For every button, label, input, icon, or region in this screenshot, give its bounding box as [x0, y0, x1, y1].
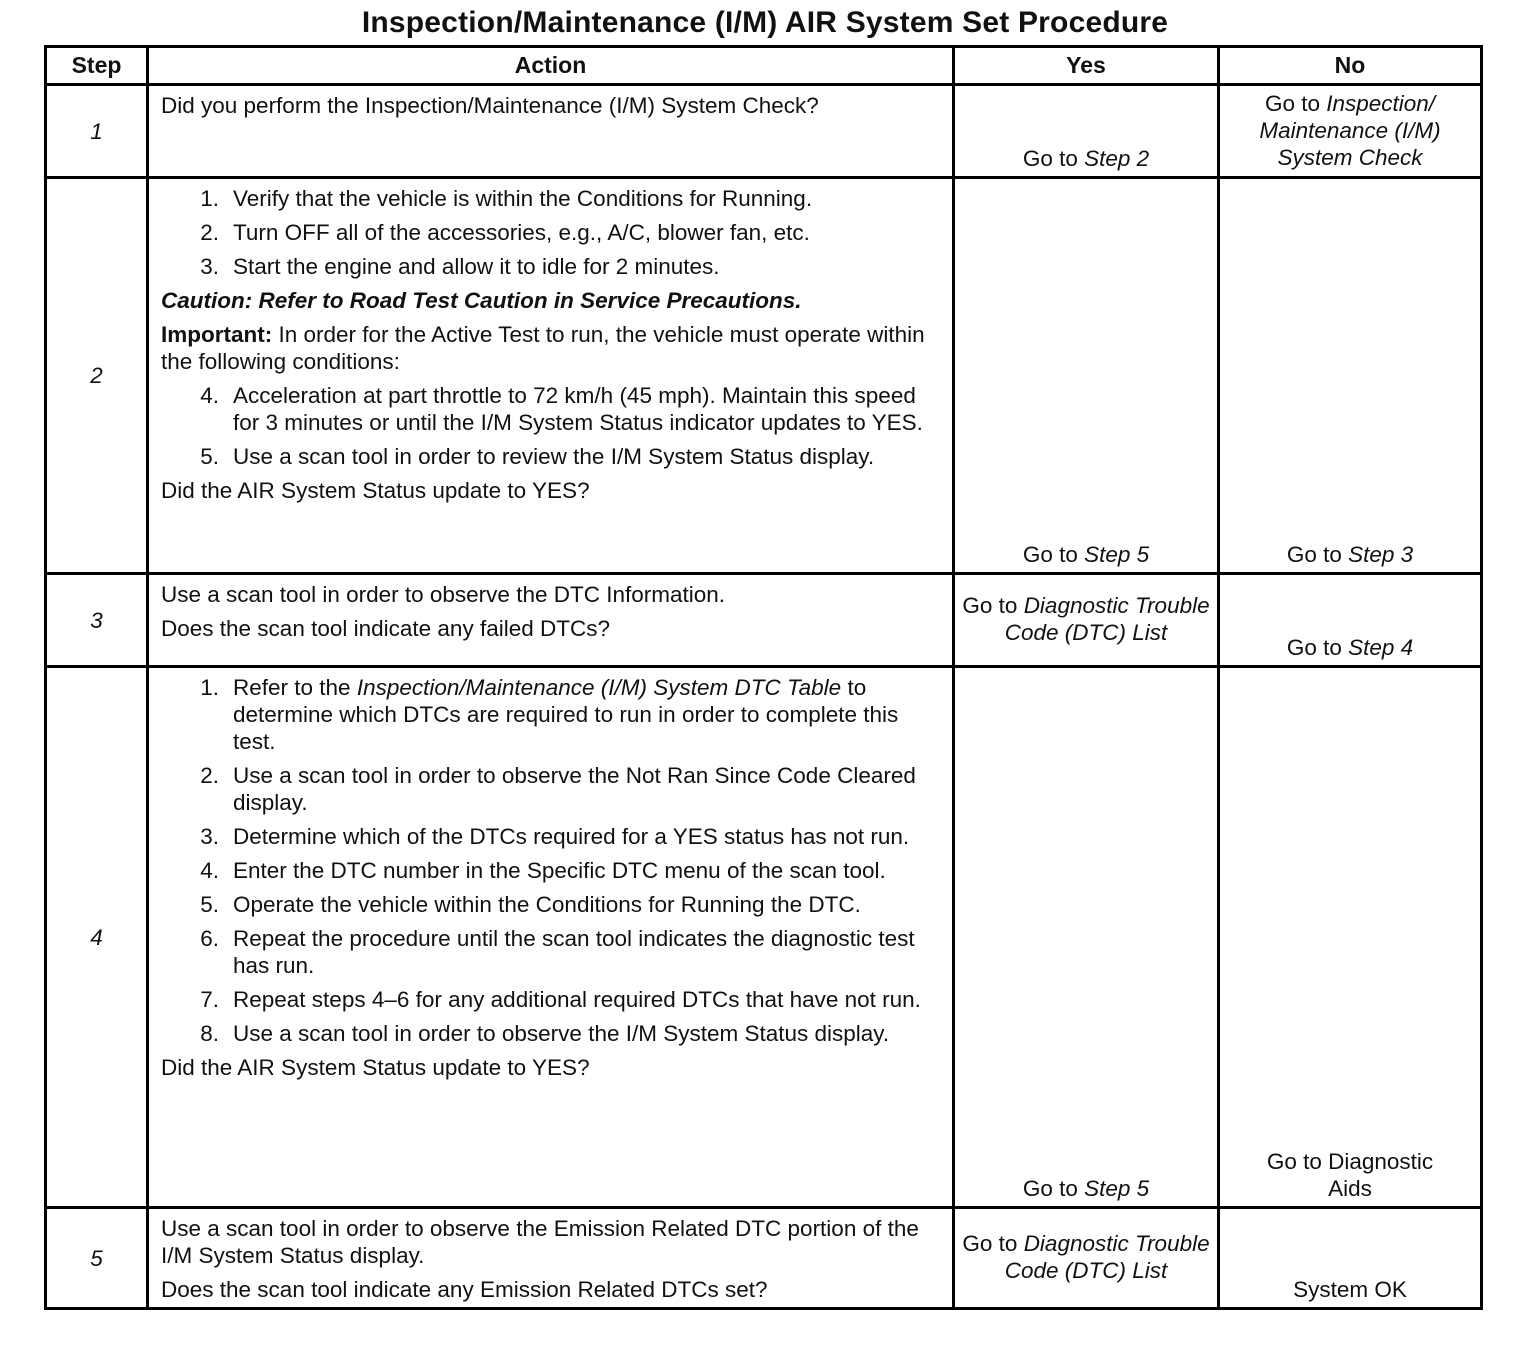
item-text: Operate the vehicle within the Conditions for Running the DTC. [233, 892, 861, 917]
yes-cell [954, 574, 1219, 667]
item-text: Verify that the vehicle is within the Conditions for Running. [233, 186, 813, 211]
item-text: Repeat steps 4–6 for any additional required DTCs that have not run. [233, 987, 921, 1012]
no-cell [1219, 1208, 1482, 1309]
list-item [161, 382, 942, 436]
yes-cell [954, 1208, 1219, 1309]
item-text: Use a scan tool in order to observe the I/M System Status display. [233, 1021, 890, 1046]
item-text-post: to determine which DTCs are required to run in order to complete this test. [233, 675, 899, 754]
header-step: Step [46, 47, 148, 85]
yes-prefix: Go to [1022, 542, 1085, 567]
item-number: 4. [200, 383, 219, 408]
item-text: Turn OFF all of the accessories, e.g., A/C, blower fan, etc. [233, 220, 810, 245]
action-question: Does the scan tool indicate any Emission Related DTCs set? [161, 1277, 768, 1302]
dtc-table-link[interactable]: Inspection/Maintenance (I/M) System DTC Table [356, 675, 842, 700]
table-row-step-2 [46, 178, 1482, 574]
item-number: 7. [200, 987, 219, 1012]
no-text: System OK [1293, 1277, 1407, 1302]
yes-cell [954, 667, 1219, 1208]
list-item [161, 891, 942, 918]
step-number: 5 [46, 1208, 148, 1309]
important-label: Important: [161, 322, 273, 347]
item-text: Enter the DTC number in the Specific DTC menu of the scan tool. [233, 858, 886, 883]
action-question: Did the AIR System Status update to YES? [161, 1055, 590, 1080]
header-action: Action [148, 47, 954, 85]
yes-link[interactable]: Step 5 [1084, 542, 1150, 567]
procedure-table [44, 45, 1483, 1310]
step-number: 2 [46, 178, 148, 574]
item-text: Start the engine and allow it to idle for 2 minutes. [233, 254, 720, 279]
list-item [161, 253, 942, 280]
action-question: Does the scan tool indicate any failed DTCs? [161, 616, 610, 641]
item-number: 6. [200, 926, 219, 951]
no-link[interactable]: Step 3 [1348, 542, 1414, 567]
list-item [161, 857, 942, 884]
no-cell [1219, 178, 1482, 574]
action-instruction: Use a scan tool in order to observe the Emission Related DTC portion of the I/M System Status display. [161, 1216, 919, 1268]
list-item [161, 762, 942, 816]
yes-link[interactable]: Diagnostic Trouble Code (DTC) List [1004, 1231, 1210, 1283]
item-text: Use a scan tool in order to review the I/M System Status display. [233, 444, 875, 469]
list-item [161, 674, 942, 755]
yes-prefix: Go to [1022, 146, 1085, 171]
yes-link[interactable]: Step 2 [1084, 146, 1150, 171]
no-prefix: Go to [1286, 542, 1349, 567]
item-number: 3. [200, 824, 219, 849]
yes-link[interactable]: Step 5 [1084, 1176, 1150, 1201]
item-text: Repeat the procedure until the scan tool indicates the diagnostic test has run. [233, 926, 915, 978]
table-row-step-1 [46, 85, 1482, 178]
list-item [161, 219, 942, 246]
item-text: Acceleration at part throttle to 72 km/h (45 mph). Maintain this speed for 3 minutes or until the I/M System Status indicator updates to YES. [233, 383, 923, 435]
no-cell [1219, 85, 1482, 178]
action-cell [148, 1208, 954, 1309]
action-question: Did the AIR System Status update to YES? [161, 478, 590, 503]
item-number: 2. [200, 763, 219, 788]
list-item [161, 823, 942, 850]
no-link[interactable]: Step 4 [1348, 635, 1414, 660]
step-number: 3 [46, 574, 148, 667]
yes-cell [954, 85, 1219, 178]
no-cell [1219, 667, 1482, 1208]
item-number: 5. [200, 892, 219, 917]
table-row-step-4 [46, 667, 1482, 1208]
item-number: 1. [200, 675, 219, 700]
action-cell [148, 574, 954, 667]
no-link[interactable]: Inspection/ Maintenance (I/M) System Check [1259, 90, 1441, 170]
yes-prefix: Go to [1022, 1176, 1085, 1201]
action-question: Did you perform the Inspection/Maintenance (I/M) System Check? [161, 93, 819, 118]
item-number: 5. [200, 444, 219, 469]
item-number: 3. [200, 254, 219, 279]
step-number: 4 [46, 667, 148, 1208]
list-item [161, 925, 942, 979]
header-no: No [1219, 47, 1482, 85]
table-header-row [46, 47, 1482, 85]
list-item [161, 1020, 942, 1047]
step-number: 1 [46, 85, 148, 178]
list-item [161, 185, 942, 212]
table-row-step-5 [46, 1208, 1482, 1309]
yes-cell [954, 178, 1219, 574]
list-item [161, 443, 942, 470]
caution-note: Caution: Refer to Road Test Caution in Service Precautions. [161, 288, 802, 313]
item-number: 8. [200, 1021, 219, 1046]
no-text: Go to Diagnostic Aids [1266, 1149, 1434, 1201]
important-note [161, 321, 942, 375]
list-item [161, 986, 942, 1013]
no-prefix: Go to [1264, 90, 1327, 116]
action-cell [148, 178, 954, 574]
action-cell [148, 85, 954, 178]
item-number: 4. [200, 858, 219, 883]
no-prefix: Go to [1286, 635, 1349, 660]
yes-prefix: Go to [962, 593, 1024, 618]
yes-prefix: Go to [962, 1231, 1024, 1256]
action-instruction: Use a scan tool in order to observe the DTC Information. [161, 582, 726, 607]
table-row-step-3 [46, 574, 1482, 667]
item-number: 1. [200, 186, 219, 211]
item-text: Determine which of the DTCs required for a YES status has not run. [233, 824, 910, 849]
important-text: In order for the Active Test to run, the vehicle must operate within the following conditions: [161, 322, 925, 374]
page-title: Inspection/Maintenance (I/M) AIR System Set Procedure [361, 6, 1169, 39]
item-text [233, 674, 942, 755]
yes-link[interactable]: Diagnostic Trouble Code (DTC) List [1004, 593, 1210, 645]
item-number: 2. [200, 220, 219, 245]
item-text: Use a scan tool in order to observe the Not Ran Since Code Cleared display. [233, 763, 916, 815]
no-cell [1219, 574, 1482, 667]
item-text-pre: Refer to the [233, 675, 357, 700]
header-yes: Yes [954, 47, 1219, 85]
action-cell [148, 667, 954, 1208]
